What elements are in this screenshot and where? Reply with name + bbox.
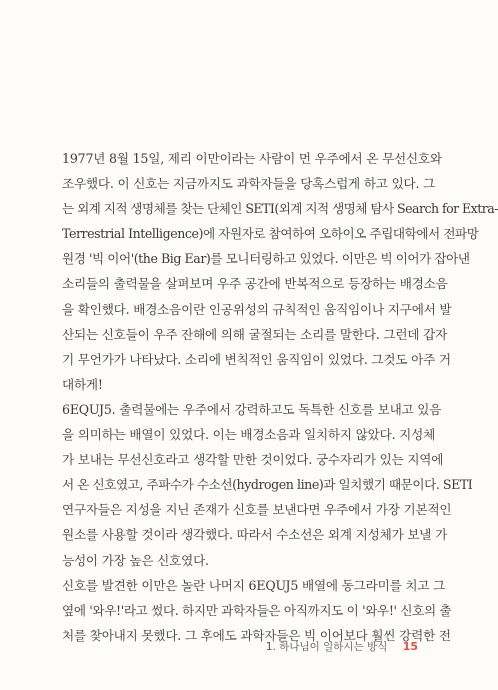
- text-line: 을 확인했다. 배경소음이란 인공위성의 규칙적인 움직임이나 지구에서 발: [62, 301, 452, 317]
- paragraph-3: [62, 573, 452, 648]
- text-line: 대하게!: [62, 376, 103, 392]
- text-line: 원경 '빅 이어'(the Big Ear)를 모니터링하고 있었다. 이만은 빅 이어가 잡아낸: [62, 251, 470, 267]
- paragraph-1: [62, 146, 498, 397]
- text-line: 조우했다. 이 신호는 지금까지도 과학자들을 당혹스럽게 하고 있다. 그: [62, 176, 436, 192]
- page-number: 15: [402, 640, 418, 653]
- text-line: 가 보내는 무선신호라고 생각할 만한 것이었다. 궁수자리가 있는 지역에: [62, 452, 444, 468]
- text-line: 6EQUJ5. 출력물에는 우주에서 강력하고도 독특한 신호를 보내고 있음: [62, 401, 442, 417]
- paragraph-2: [62, 397, 473, 573]
- text-line: 을 의미하는 배열이 있었다. 이는 배경소음과 일치하지 않았다. 지성체: [62, 427, 436, 443]
- text-line: Terrestrial Intelligence)에 자원자로 참여하여 오하이오 주립대학에서 전파망: [62, 226, 479, 242]
- text-line: 는 외계 지적 생명체를 찾는 단체인 SETI(외계 지적 생명체 탐사 Search for Extra-: [62, 201, 498, 217]
- text-line: 능성이 가장 높은 신호였다.: [62, 552, 209, 568]
- text-line: 1977년 8월 15일, 제리 이만이라는 사람이 먼 우주에서 온 무선신호와: [62, 151, 442, 166]
- page-footer: [0, 639, 418, 654]
- text-line: 기 무언가가 나타났다. 소리에 변칙적인 움직임이 있었다. 그것도 아주 거: [62, 351, 451, 367]
- body-text: [62, 146, 498, 648]
- text-line: 옆에 '와우!'라고 썼다. 하지만 과학자들은 아직까지도 이 '와우!' 신호의 출: [62, 602, 452, 618]
- text-line: 소리들의 출력물을 살펴보며 우주 공간에 반복적으로 등장하는 배경소음: [62, 276, 448, 292]
- text-line: 처를 찾아내지 못했다. 그 후에도 과학자들은 빅 이어보다 훨씬 강력한 전: [62, 627, 451, 643]
- chapter-title: 1. 하나님이 일하시는 방식: [265, 641, 388, 653]
- text-line: 신호를 발견한 이만은 놀란 나머지 6EQUJ5 배열에 동그라미를 치고 그: [62, 577, 446, 593]
- text-line: 연구자들은 지성을 지닌 존재가 신호를 보낸다면 우주에서 가장 기본적인: [62, 502, 452, 518]
- text-line: 산되는 신호들이 우주 잔해에 의해 굴절되는 소리를 말한다. 그런데 갑자: [62, 326, 448, 342]
- text-line: 원소를 사용할 것이라 생각했다. 따라서 수소선은 외계 지성체가 보낼 가: [62, 527, 448, 543]
- text-line: 서 온 신호였고, 주파수가 수소선(hydrogen line)과 일치했기 때문이다. SETI: [62, 477, 473, 493]
